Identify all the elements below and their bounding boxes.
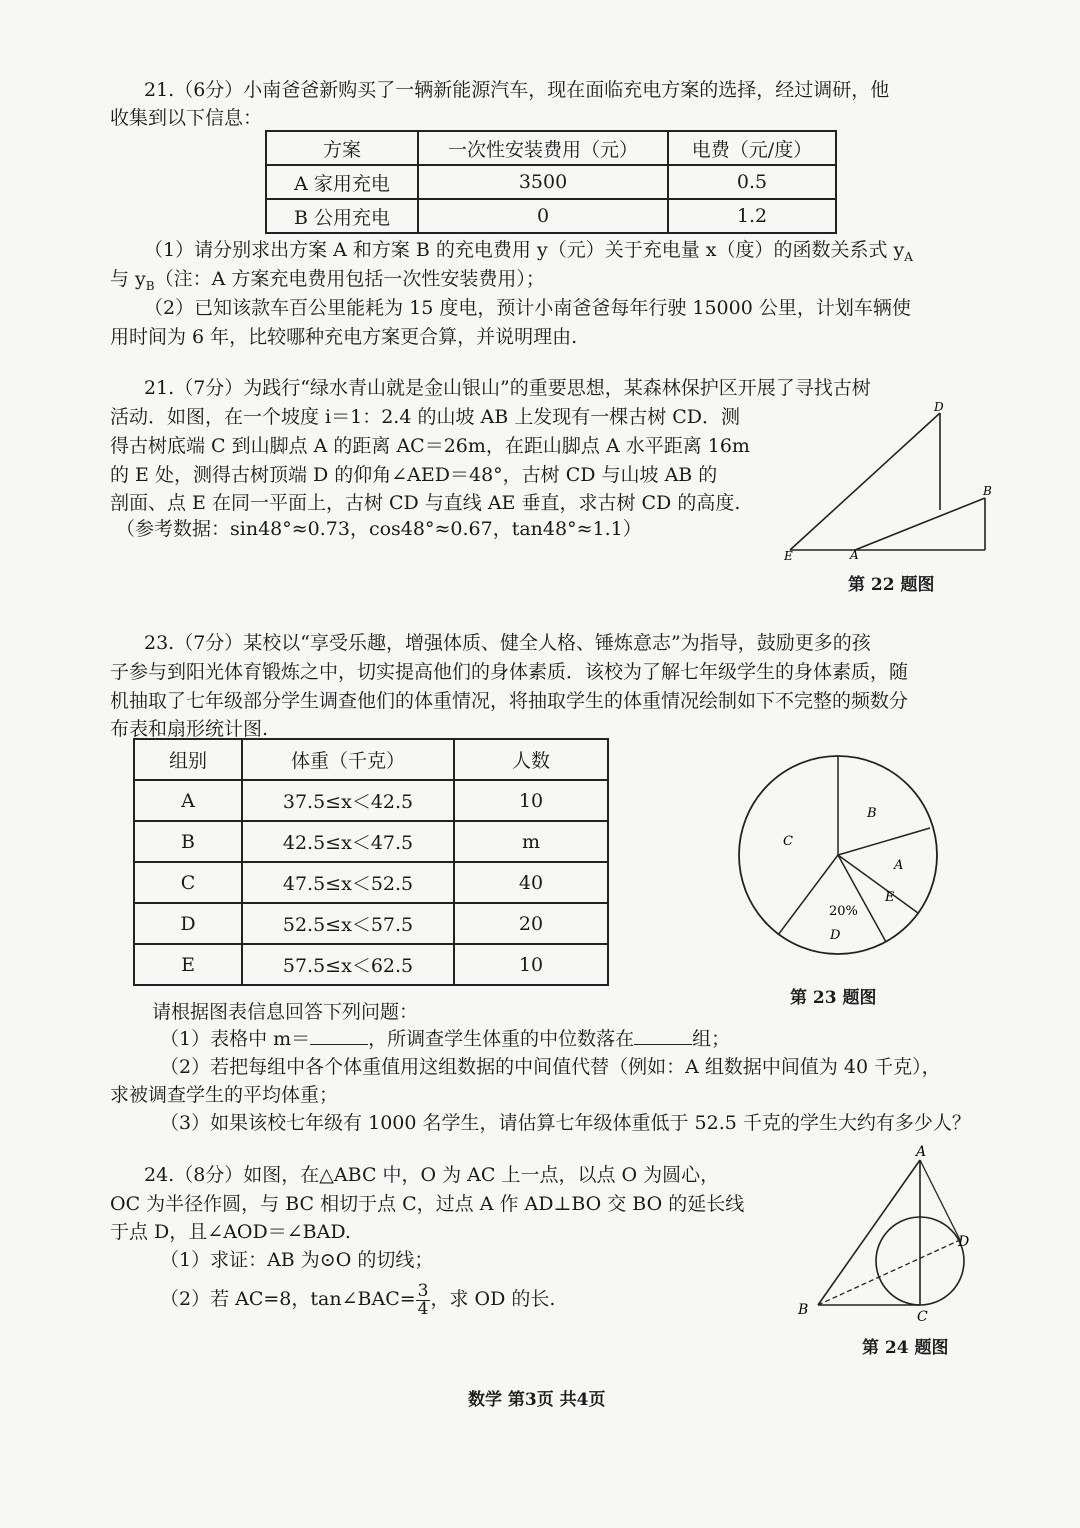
q23-stem-line3: 机抽取了七年级部分学生调查他们的体重情况，将抽取学生的体重情况绘制如下不完整的频数分	[110, 690, 909, 712]
label-d: D	[958, 1234, 970, 1250]
table-cell: 42.5≤x＜47.5	[242, 821, 454, 862]
pie-divider	[838, 828, 930, 855]
table-cell: 37.5≤x＜42.5	[242, 780, 454, 821]
weight-pie-chart	[730, 755, 950, 970]
table-cell: A	[134, 780, 242, 821]
label-b: B	[798, 1302, 809, 1318]
q21-stem-line1: 21.（6分）小南爸爸新购买了一辆新能源汽车，现在面临充电方案的选择，经过调研，他	[144, 79, 890, 101]
subscript-b: B	[145, 278, 155, 293]
q24-part2	[160, 1282, 555, 1318]
slope-ab	[855, 498, 985, 550]
q21-stem-line2: 收集到以下信息：	[110, 107, 263, 129]
table-header: 组别	[134, 739, 242, 780]
charging-plan-table	[265, 130, 837, 234]
fraction-numerator: 3	[417, 1280, 429, 1301]
pie-label-b: B	[867, 806, 877, 821]
q24-caption: 第 24 题图	[862, 1338, 949, 1358]
table-cell: 3500	[418, 165, 668, 199]
table-cell: 57.5≤x＜62.5	[242, 944, 454, 985]
pie-divider	[778, 855, 838, 935]
q23-stem-line2: 子参与到阳光体育锻炼之中，切实提高他们的身体素质．该校为了解七年级学生的身体素质，随	[110, 661, 909, 683]
q24-part2-a: （2）若 AC=8，tan∠BAC=	[160, 1288, 416, 1310]
q23-part2-line2: 求被调查学生的平均体重；	[110, 1084, 339, 1106]
table-cell: A 家用充电	[266, 165, 418, 199]
q21-part1-text2b: （注：A 方案充电费用包括一次性安装费用）；	[154, 268, 545, 290]
q21-part1-text2a: 与 y	[110, 268, 146, 290]
label-a: A	[916, 1144, 927, 1160]
table-cell: 52.5≤x＜57.5	[242, 903, 454, 944]
line-ed	[790, 413, 940, 550]
q24-stem-line2: OC 为半径作圆，与 BC 相切于点 C，过点 A 作 AD⊥BO 交 BO 的延长线	[110, 1193, 745, 1215]
label-a: A	[850, 548, 859, 562]
pie-label-a: A	[894, 858, 904, 873]
q23-part1-a: （1）表格中 m＝	[160, 1028, 311, 1050]
q24-stem-line3: 于点 D，且∠AOD＝∠BAD.	[110, 1221, 351, 1243]
table-cell: E	[134, 944, 242, 985]
table-cell: 10	[454, 780, 608, 821]
q23-stem-line4: 布表和扇形统计图.	[110, 718, 269, 740]
table-cell: 47.5≤x＜52.5	[242, 862, 454, 903]
q24-part2-b: ，求 OD 的长.	[430, 1288, 556, 1310]
weight-frequency-table	[133, 738, 609, 986]
blank-group	[634, 1024, 692, 1045]
table-header: 一次性安装费用（元）	[418, 131, 668, 165]
pie-divider	[838, 855, 886, 942]
q23-part2-line1: （2）若把每组中各个体重值用这组数据的中间值代替（例如：A 组数据中间值为 40 千克），	[160, 1056, 941, 1078]
q23-part3: （3）如果该校七年级有 1000 名学生，请估算七年级体重低于 52.5 千克的学生大约有多少人？	[160, 1112, 971, 1134]
q23-stem-line1: 23.（7分）某校以“享受乐趣，增强体质、健全人格、锤炼意志”为指导，鼓励更多的孩	[144, 632, 871, 654]
q24-part1: （1）求证：AB 为⊙O 的切线；	[160, 1249, 434, 1271]
table-header: 电费（元/度）	[668, 131, 836, 165]
pie-label-percent: 20%	[829, 904, 858, 919]
label-b: B	[983, 484, 992, 498]
table-cell: 40	[454, 862, 608, 903]
line-bd	[818, 1240, 960, 1305]
table-cell: B	[134, 821, 242, 862]
table-header: 人数	[454, 739, 608, 780]
q22-stem-line1: 21.（7分）为践行“绿水青山就是金山银山”的重要思想，某森林保护区开展了寻找古树	[144, 377, 871, 399]
side-ab	[818, 1160, 920, 1305]
table-header: 体重（千克）	[242, 739, 454, 780]
table-cell: B 公用充电	[266, 199, 418, 233]
q22-stem-line2: 活动．如图，在一个坡度 i＝1：2.4 的山坡 AB 上发现有一棵古树 CD．测	[110, 406, 741, 428]
q23-caption: 第 23 题图	[790, 988, 877, 1008]
table-cell: m	[454, 821, 608, 862]
table-header: 方案	[266, 131, 418, 165]
q23-part1	[160, 1024, 730, 1054]
q21-part2-line1: （2）已知该款车百公里能耗为 15 度电，预计小南爸爸每年行驶 15000 公里，计划车辆使	[144, 297, 911, 319]
table-cell: D	[134, 903, 242, 944]
blank-m	[310, 1024, 368, 1045]
pie-label-c: C	[783, 834, 793, 849]
label-d: D	[934, 400, 944, 414]
table-cell: 0	[418, 199, 668, 233]
q22-reference-data: （参考数据：sin48°≈0.73，cos48°≈0.67，tan48°≈1.1）	[116, 518, 642, 540]
q22-caption: 第 22 题图	[848, 575, 935, 595]
fraction-denominator: 4	[417, 1298, 429, 1319]
q24-stem-line1: 24.（8分）如图，在△ABC 中，O 为 AC 上一点，以点 O 为圆心，	[144, 1164, 720, 1186]
q23-part1-c: 组；	[692, 1028, 731, 1050]
label-e: E	[784, 549, 793, 563]
table-cell: 10	[454, 944, 608, 985]
q21-part2-line2: 用时间为 6 年，比较哪种充电方案更合算，并说明理由.	[110, 326, 578, 348]
fraction-3-4	[416, 1280, 431, 1319]
q22-stem-line3: 得古树底端 C 到山脚点 A 的距离 AC＝26m，在距山脚点 A 水平距离 16m	[110, 435, 750, 457]
q22-stem-line5: 剖面、点 E 在同一平面上，古树 CD 与直线 AE 垂直，求古树 CD 的高度.	[110, 492, 741, 514]
table-cell: C	[134, 862, 242, 903]
slope-tree-figure	[780, 398, 1000, 568]
q23-part1-b: ，所调查学生体重的中位数落在	[368, 1028, 635, 1050]
line-ad	[920, 1160, 960, 1240]
pie-label-e: E	[885, 890, 895, 905]
q22-stem-line4: 的 E 处，测得古树顶端 D 的仰角∠AED＝48°，古树 CD 与山坡 AB 的	[110, 464, 718, 486]
label-c: C	[917, 1309, 928, 1325]
subscript-a: A	[904, 249, 913, 264]
table-cell: 0.5	[668, 165, 836, 199]
table-cell: 1.2	[668, 199, 836, 233]
triangle-circle-figure	[790, 1140, 990, 1325]
q23-intro: 请根据图表信息回答下列问题：	[152, 1001, 419, 1023]
pie-label-d: D	[830, 928, 841, 943]
table-cell: 20	[454, 903, 608, 944]
q21-part1-text: （1）请分别求出方案 A 和方案 B 的充电费用 y（元）关于充电量 x（度）的函数关系式 y	[144, 239, 905, 261]
page-footer: 数学 第3页 共4页	[468, 1390, 606, 1410]
